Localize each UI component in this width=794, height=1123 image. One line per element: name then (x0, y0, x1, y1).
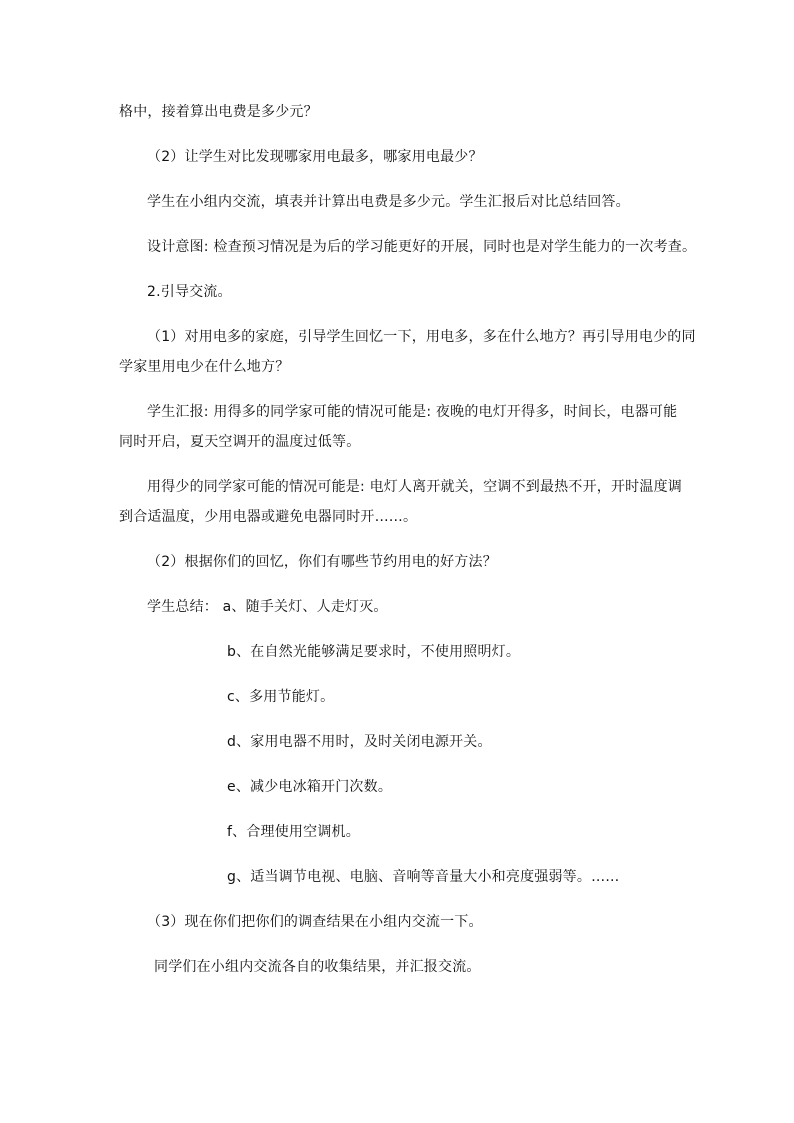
text-line: 学生汇报: 用得多的同学家可能的情况可能是: 夜晚的电灯开得多，时间长，电器可能 (147, 404, 678, 420)
text-line: 格中，接着算出电费是多少元？ (119, 104, 318, 120)
text-line: 同时开启，夏天空调开的温度过低等。 (119, 434, 361, 450)
list-item: b、在自然光能够满足要求时，不使用照明灯。 (227, 644, 521, 660)
text-line: （2）让学生对比发现哪家用电最多，哪家用电最少？ (147, 149, 483, 165)
list-intro: 学生总结： a、随手关灯、人走灯灭。 (147, 599, 388, 615)
text-line: 设计意图: 检查预习情况是为后的学习能更好的开展，同时也是对学生能力的一次考查。 (147, 239, 697, 255)
text-line: 同学们在小组内交流各自的收集结果，并汇报交流。 (154, 959, 481, 975)
text-line: 到合适温度，少用电器或避免电器同时开……。 (119, 509, 418, 525)
text-line: 用得少的同学家可能的情况可能是: 电灯人离开就关，空调不到最热不开，开时温度调 (147, 479, 682, 495)
text-line: （1）对用电多的家庭，引导学生回忆一下，用电多，多在什么地方？再引导用电少的同 (147, 329, 696, 345)
text-line: （2）根据你们的回忆，你们有哪些节约用电的好方法？ (147, 554, 497, 570)
list-item: f、合理使用空调机。 (227, 824, 360, 840)
list-item: e、减少电冰箱开门次数。 (227, 779, 393, 795)
list-item: c、多用节能灯。 (227, 689, 335, 705)
list-item: d、家用电器不用时，及时关闭电源开关。 (227, 734, 492, 750)
section-heading: 2.引导交流。 (147, 284, 232, 300)
text-line: 学生在小组内交流，填表并计算出电费是多少元。学生汇报后对比总结回答。 (147, 194, 630, 210)
text-line: （3）现在你们把你们的调查结果在小组内交流一下。 (147, 914, 483, 930)
list-item: g、适当调节电视、电脑、音响等音量大小和亮度强弱等。…… (227, 869, 620, 885)
text-line: 学家里用电少在什么地方？ (119, 359, 290, 375)
